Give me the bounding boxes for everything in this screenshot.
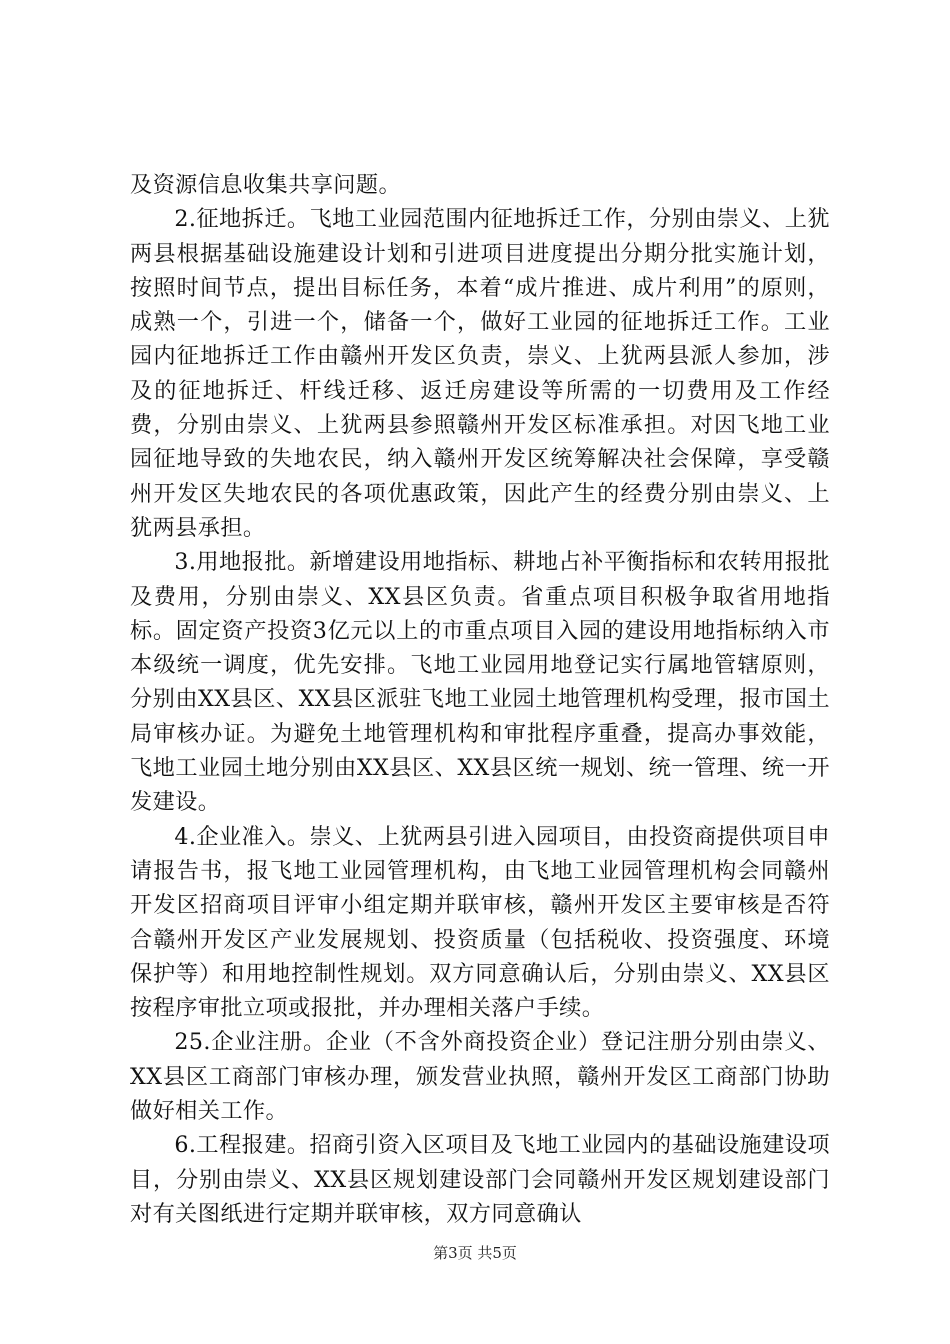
paragraph-project-filing: 6.工程报建。招商引资入区项目及飞地工业园内的基础设施建设项目，分别由崇义、XX县区规划建设部门会同赣州开发区规划建设部门对有关图纸进行定期并联审核，双方同意确认 [130,1132,830,1227]
paragraph-land-acquisition: 2.征地拆迁。飞地工业园范围内征地拆迁工作，分别由崇义、上犹两县根据基础设施建设计划和引进项目进度提出分期分批实施计划，按照时间节点，提出目标任务，本着“成片推进、成片利用”的原则，成熟一个，引进一个，储备一个，做好工业园的征地拆迁工作。工业园内征地拆迁工作由赣州开发区负责，崇义、上犹两县派人参加，涉及的征地拆迁、杆线迁移、返迁房建设等所需的一切费用及工作经费，分别由崇义、上犹两县参照赣州开发区标准承担。对因飞地工业园征地导致的失地农民，纳入赣州开发区统筹解决社会保障，享受赣州开发区失地农民的各项优惠政策，因此产生的经费分别由崇义、上犹两县承担。 [130,206,830,541]
document-body [130,168,830,1231]
paragraph-land-approval: 3.用地报批。新增建设用地指标、耕地占补平衡指标和农转用报批及费用，分别由崇义、XX县区负责。省重点项目积极争取省用地指标。固定资产投资3亿元以上的市重点项目入园的建设用地指标纳入市本级统一调度，优先安排。飞地工业园用地登记实行属地管辖原则，分别由XX县区、XX县区派驻飞地工业园土地管理机构受理，报市国土局审核办证。为避免土地管理机构和审批程序重叠，提高办事效能，飞地工业园土地分别由XX县区、XX县区统一规划、统一管理、统一开发建设。 [130,549,830,816]
paragraph-continuation: 及资源信息收集共享问题。 [130,172,402,198]
paragraph-enterprise-registration: 25.企业注册。企业（不含外商投资企业）登记注册分别由崇义、XX县区工商部门审核办理，颁发营业执照，赣州开发区工商部门协助做好相关工作。 [130,1029,830,1125]
paragraph-enterprise-admission: 4.企业准入。崇义、上犹两县引进入园项目，由投资商提供项目申请报告书，报飞地工业园管理机构，由飞地工业园管理机构会同赣州开发区招商项目评审小组定期并联审核，赣州开发区主要审核是否符合赣州开发区产业发展规划、投资质量（包括税收、投资强度、环境保护等）和用地控制性规划。双方同意确认后，分别由崇义、XX县区按程序审批立项或报批，并办理相关落户手续。 [130,823,830,1022]
page-number-footer: 第3页 共5页 [433,1244,517,1262]
